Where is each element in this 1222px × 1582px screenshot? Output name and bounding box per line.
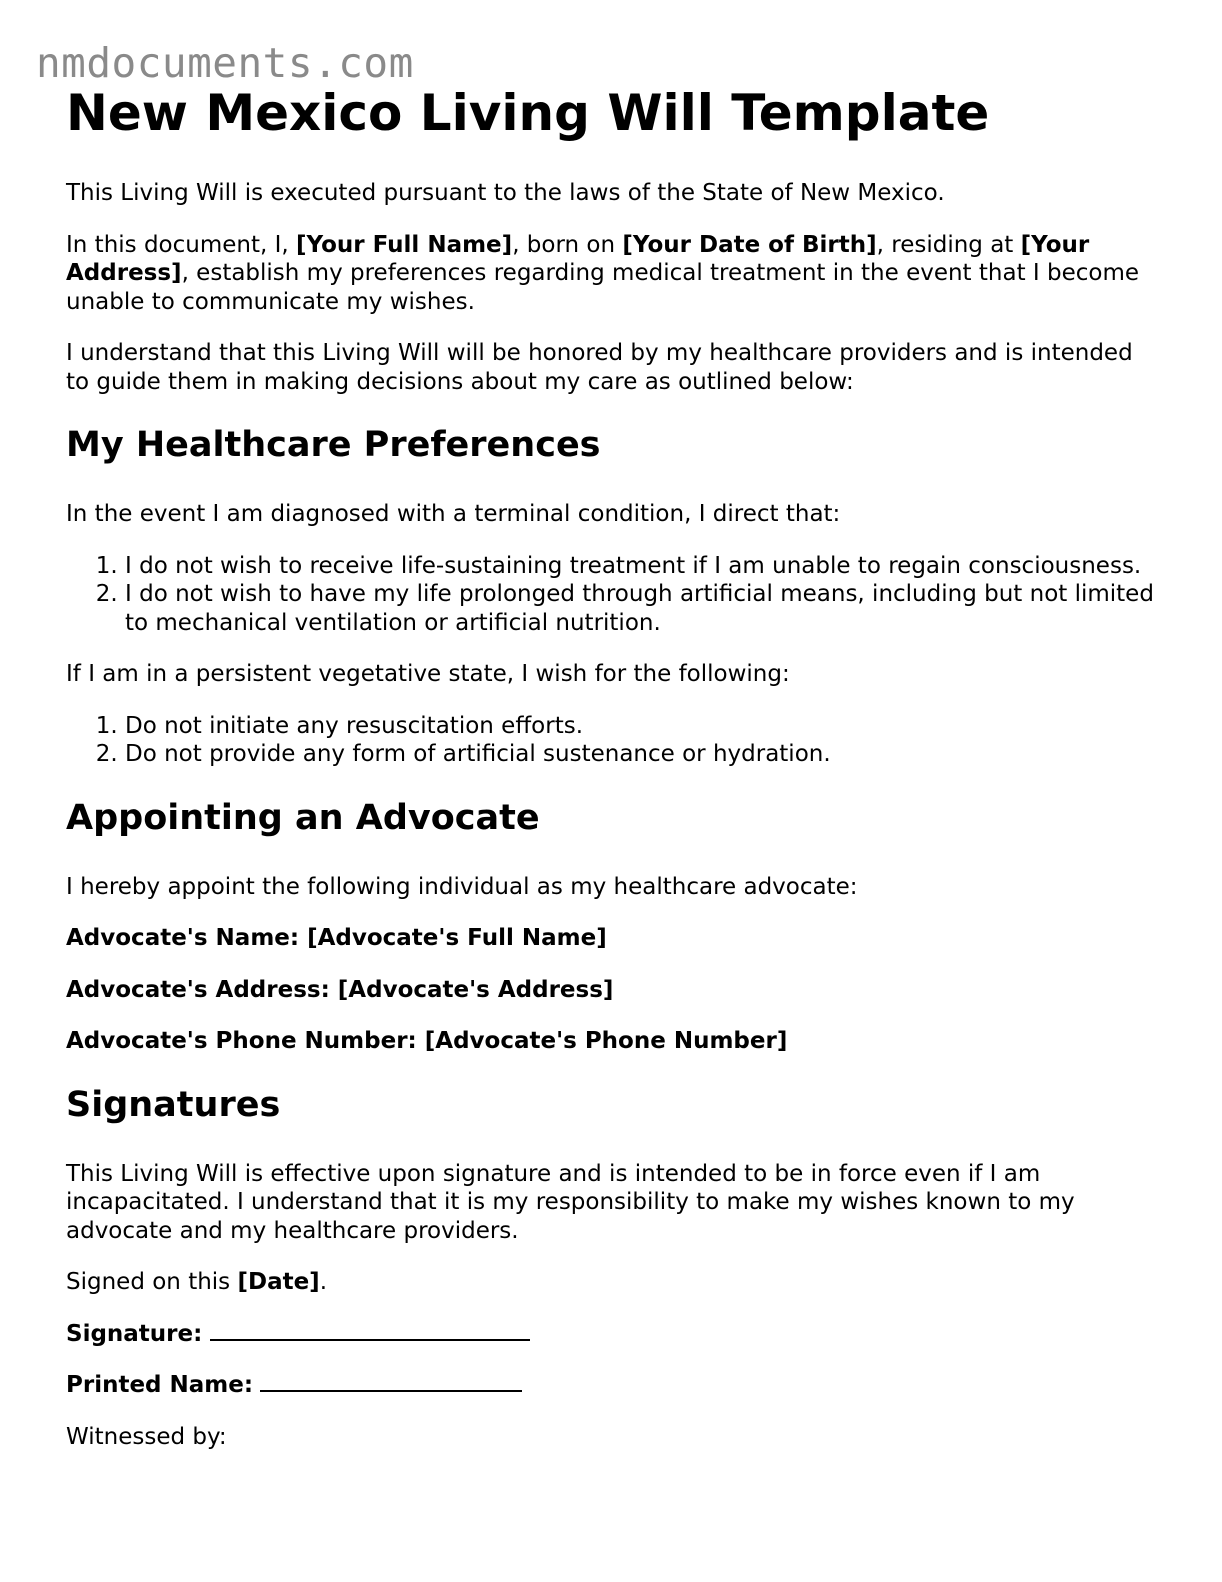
advocate-heading: Appointing an Advocate xyxy=(66,797,540,838)
printed-name-blank-line[interactable] xyxy=(260,1372,522,1392)
full-name-placeholder: [Your Full Name] xyxy=(296,231,513,258)
signed-suffix: . xyxy=(319,1269,328,1295)
printed-name-field xyxy=(66,1371,1156,1400)
advocate-address-label: Advocate's Address: [Advocate's Address] xyxy=(66,976,614,1003)
list-item: 1. I do not wish to receive life-sustaining treatment if I am unable to regain consciousness. xyxy=(125,552,1156,581)
signature-blank-line[interactable] xyxy=(210,1321,530,1341)
signature-field xyxy=(66,1320,1156,1349)
signed-prefix: Signed on this xyxy=(66,1269,238,1295)
advocate-address-field xyxy=(66,976,1156,1005)
advocate-phone-label: Advocate's Phone Number: [Advocate's Phone Number] xyxy=(66,1028,788,1054)
advocate-name-field xyxy=(66,924,1156,953)
advocate-name-label: Advocate's Name: [Advocate's Full Name] xyxy=(66,925,607,951)
advocate-phone-field xyxy=(66,1027,1156,1056)
signatures-statement: This Living Will is effective upon signature and is intended to be in force even if I am incapacitated. I understand that it is my responsibility to make my wishes known to my advocate and my healthcare providers. xyxy=(66,1160,1075,1244)
list-item: 1. Do not initiate any resuscitation efforts. xyxy=(125,712,1156,741)
document-title: New Mexico Living Will Template xyxy=(66,84,990,142)
vegetative-state-list xyxy=(66,712,1156,769)
document-page xyxy=(66,80,1156,1451)
witnessed-by-label: Witnessed by: xyxy=(66,1423,227,1450)
site-watermark: nmdocuments.com xyxy=(36,39,414,87)
intro-paragraph-1: This Living Will is executed pursuant to the laws of the State of New Mexico. xyxy=(66,180,945,206)
printed-name-label: Printed Name: xyxy=(66,1372,254,1398)
intro-text-4: , establish my preferences regarding medical treatment in the event that I become unable to communicate my wishes. xyxy=(66,260,1140,315)
list-item: 2. Do not provide any form of artificial sustenance or hydration. xyxy=(125,740,1156,769)
advocate-intro: I hereby appoint the following individual as my healthcare advocate: xyxy=(66,873,858,900)
intro-paragraph-2 xyxy=(66,231,1156,317)
intro-text-1: In this document, I, xyxy=(66,231,297,258)
terminal-condition-list xyxy=(66,552,1156,638)
date-of-birth-placeholder: [Your Date of Birth] xyxy=(622,231,877,258)
vegetative-state-intro: If I am in a persistent vegetative state, I wish for the following: xyxy=(66,661,790,687)
intro-text-3: , residing at xyxy=(876,231,1021,258)
address-placeholder: [Your Address] xyxy=(66,231,1090,286)
intro-text-2: , born on xyxy=(512,231,623,258)
preferences-heading: My Healthcare Preferences xyxy=(66,425,601,465)
signature-label: Signature: xyxy=(66,1320,203,1347)
signatures-heading: Signatures xyxy=(66,1084,281,1125)
date-placeholder: [Date] xyxy=(237,1269,320,1295)
list-item: 2. I do not wish to have my life prolonged through artificial means, including but not limited to mechanical ventilation or artificial nutrition. xyxy=(125,580,1156,637)
intro-paragraph-3: I understand that this Living Will will be honored by my healthcare providers and is intended to guide them in making decisions about my care as outlined below: xyxy=(66,340,1133,395)
terminal-condition-intro: In the event I am diagnosed with a terminal condition, I direct that: xyxy=(66,501,841,527)
signed-date-line xyxy=(66,1268,1156,1297)
